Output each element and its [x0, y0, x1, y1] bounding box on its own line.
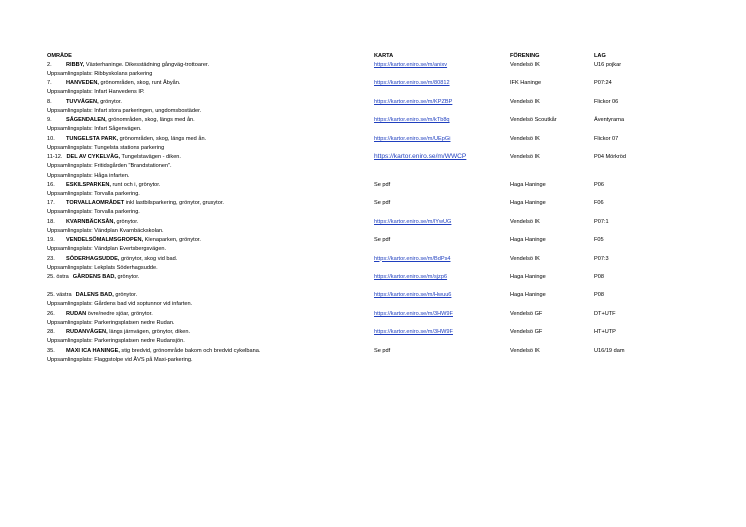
lag-cell: Äventyrarna [594, 117, 625, 124]
area-line [47, 98, 122, 106]
forening-cell: Vendelsö IK [510, 135, 540, 142]
area-line [47, 236, 201, 244]
area-number: 17. [47, 200, 55, 207]
forening-cell: Vendelsö IK [510, 255, 540, 262]
area-line [47, 328, 190, 336]
area-name: DEL AV CYKELVÄG, [66, 154, 121, 161]
meeting-point: Uppsamlingsplats: Torvalla parkering. [47, 190, 140, 197]
area-description: Tungelstavägen - diken. [120, 154, 181, 161]
table-row [0, 181, 746, 199]
map-text: Se pdf [374, 181, 391, 188]
area-description: stig bredvid, grönområde bakom och bredvid cykelbana. [119, 347, 261, 354]
map-text: Se pdf [374, 200, 391, 207]
area-name: SÖDERHAGSUDDE, [66, 255, 120, 262]
table-row [0, 328, 746, 346]
lag-cell: P07:3 [594, 255, 609, 262]
area-number: 28. [47, 329, 55, 336]
lag-cell: HT+UTP [594, 329, 616, 336]
table-row [0, 273, 746, 291]
area-line [47, 116, 195, 124]
area-name: RUDANVÄGEN, [66, 329, 108, 336]
header-karta: KARTA [374, 53, 394, 59]
meeting-point: Uppsamlingsplats: Gårdens bad vid soptunnor vid infarten. [47, 301, 193, 308]
table-row [0, 135, 746, 153]
lag-cell: P06 [594, 181, 604, 188]
map-link[interactable]: https://kartor.eniro.se/m/3HW9F [374, 329, 453, 336]
area-name: TORVALLAOMRÅDET [66, 200, 125, 207]
area-name: TUNGELSTA PARK, [66, 135, 119, 142]
table-row [0, 61, 746, 79]
area-description: grönområden, skog, längs med ån. [106, 117, 195, 124]
area-number: 16. [47, 181, 55, 188]
area-description: inkl lastbilsparkering, grönytor, grusytor. [124, 200, 224, 207]
header-lag: LAG [594, 53, 606, 59]
lag-cell: P08 [594, 292, 604, 299]
map-text: Se pdf [374, 347, 391, 354]
meeting-point: Uppsamlingsplats: Fritidsgården "Brandstationen". [47, 163, 172, 170]
lag-cell: P04 Mörkröd [594, 154, 627, 161]
area-number: 8. [47, 98, 52, 105]
forening-cell: Vendelsö IK [510, 218, 540, 225]
meeting-point: Uppsamlingsplats: Lekplats Söderhagsudde. [47, 264, 158, 271]
forening-cell: Vendelsö Scoutkår [510, 117, 557, 124]
area-line [47, 61, 209, 69]
area-line [47, 79, 180, 87]
area-line [47, 218, 138, 226]
area-line [47, 347, 260, 355]
forening-cell: Vendelsö IK [510, 154, 540, 161]
meeting-point: Uppsamlingsplats: Infart stora parkeringen, ungdomsbostäder. [47, 107, 202, 114]
lag-cell: Flickor 07 [594, 135, 619, 142]
lag-cell: F05 [594, 237, 604, 244]
header-area: OMRÅDE [47, 53, 72, 59]
area-number: 25. östra [47, 274, 69, 280]
area-line [47, 153, 181, 161]
map-link[interactable]: https://kartor.eniro.se/m/KPZBP [374, 98, 453, 105]
area-description: grönytor. [113, 292, 138, 299]
area-name: GÅRDENS BAD, [72, 274, 116, 280]
area-name: RIBBY, [66, 62, 85, 68]
area-description: grönytor. [115, 274, 140, 280]
area-description: grönområden, skog, längs med ån. [118, 135, 207, 142]
area-number: 7. [47, 80, 52, 87]
forening-cell: Haga Haninge [510, 274, 546, 280]
lag-cell: Flickor 06 [594, 98, 619, 105]
forening-cell: Haga Haninge [510, 237, 546, 244]
meeting-point: Uppsamlingsplats: Infart Sågenvägen. [47, 126, 142, 133]
area-name: HANVEDEN, [66, 80, 99, 87]
meeting-point: Uppsamlingsplats: Infart Hanvedens IP. [47, 89, 145, 96]
area-line [47, 255, 177, 263]
map-link[interactable]: https://kartor.eniro.se/m/sjzp6 [374, 274, 448, 280]
map-link[interactable]: https://kartor.eniro.se/m/WWCP [374, 153, 467, 161]
map-link[interactable]: https://kartor.eniro.se/m/anixv [374, 62, 448, 68]
map-link[interactable]: https://kartor.eniro.se/m/3HW9F [374, 310, 453, 317]
lag-cell: P07:1 [594, 218, 609, 225]
area-number: 2. [47, 62, 52, 68]
meeting-point: Uppsamlingsplats: Håga infarten. [47, 172, 130, 179]
area-name: RUDAN [66, 310, 87, 317]
lag-cell: P08 [594, 274, 604, 280]
area-number: 18. [47, 218, 55, 225]
forening-cell: Haga Haninge [510, 292, 546, 299]
area-description: grönytor, skog vid bad. [119, 255, 178, 262]
area-name: MAXI ICA HANINGE, [66, 347, 120, 354]
area-description: Västerhaninge. Dikesstädning gångväg-trottoarer. [84, 62, 210, 68]
table-row [0, 218, 746, 236]
forening-cell: Haga Haninge [510, 181, 546, 188]
area-name: SÅGENDALEN, [66, 117, 107, 124]
area-number: 25. västra [47, 292, 72, 299]
lag-cell: U16/19 dam [594, 347, 625, 354]
forening-cell: Vendelsö GF [510, 310, 543, 317]
area-description: Klenaparken, grönytor. [143, 237, 201, 244]
map-link[interactable]: https://kartor.eniro.se/m/Hwuu6 [374, 292, 452, 299]
map-link[interactable]: https://kartor.eniro.se/m/BdPs4 [374, 255, 451, 262]
table-row [0, 310, 746, 328]
meeting-point: Uppsamlingsplats: Ribbyskolans parkering [47, 71, 153, 77]
area-number: 19. [47, 237, 55, 244]
meeting-point: Uppsamlingsplats: Torvalla parkering. [47, 209, 140, 216]
meeting-point: Uppsamlingsplats: Flaggstolpe vid ÅVS på Maxi-parkering. [47, 356, 193, 363]
forening-cell: IFK Haninge [510, 80, 542, 87]
area-table [0, 61, 746, 365]
table-row [0, 347, 746, 365]
area-name: TUVVÄGEN, [66, 98, 99, 105]
area-line [47, 273, 139, 281]
map-link[interactable]: https://kartor.eniro.se/m/UEpGi [374, 135, 451, 142]
lag-cell: DT+UTF [594, 310, 616, 317]
area-description: grönområden, skog, runt Åbyån. [98, 80, 181, 87]
table-row [0, 153, 746, 171]
meeting-point: Uppsamlingsplats: Parkeringsplatsen nedre Rudan. [47, 319, 175, 326]
table-row [0, 255, 746, 273]
table-row [0, 98, 746, 116]
forening-cell: Vendelsö IK [510, 98, 540, 105]
area-number: 23. [47, 255, 55, 262]
header-forening: FÖRENING [510, 53, 540, 59]
map-link[interactable]: https://kartor.eniro.se/m/lYwUG [374, 218, 452, 225]
table-row [0, 199, 746, 217]
area-number: 35. [47, 347, 55, 354]
lag-cell: U16 pojkar [594, 62, 622, 68]
area-line [47, 199, 224, 207]
meeting-point: Uppsamlingsplats: Vändplan Kvarnbäckskolan. [47, 227, 164, 234]
area-line [47, 181, 160, 189]
table-row-continuation [0, 172, 746, 181]
lag-cell: F06 [594, 200, 604, 207]
forening-cell: Vendelsö IK [510, 347, 540, 354]
meeting-point: Uppsamlingsplats: Parkeringsplatsen nedre Rudansjön. [47, 338, 185, 345]
map-link[interactable]: https://kartor.eniro.se/m/kTb8q [374, 117, 450, 124]
table-row [0, 116, 746, 134]
area-line [47, 135, 206, 143]
forening-cell: Vendelsö IK [510, 62, 540, 68]
meeting-point: Uppsamlingsplats: Vändplan Evertsbergsvägen. [47, 246, 167, 253]
area-description: grönytor. [98, 98, 122, 105]
area-name: ESKILSPARKEN, [66, 181, 111, 188]
area-name: VENDELSÖMALMSGROPEN, [66, 237, 144, 244]
table-row [0, 236, 746, 254]
area-line [47, 310, 153, 318]
area-number: 10. [47, 135, 55, 142]
forening-cell: Haga Haninge [510, 200, 546, 207]
area-description: längs järnvägen, grönytor, diken. [107, 329, 191, 336]
area-description: övre/nedre sjöar, grönytor. [86, 310, 153, 317]
area-description: grönytor. [115, 218, 139, 225]
area-number: 9. [47, 117, 52, 124]
map-link[interactable]: https://kartor.eniro.se/m/80812 [374, 80, 450, 87]
forening-cell: Vendelsö GF [510, 329, 543, 336]
lag-cell: P07:24 [594, 80, 612, 87]
area-name: DALENS BAD, [75, 292, 114, 299]
table-row [0, 79, 746, 97]
area-name: KVARNBÄCKSÅN, [66, 218, 115, 225]
area-line [47, 291, 137, 299]
map-text: Se pdf [374, 237, 391, 244]
table-row [0, 291, 746, 309]
area-description: runt och i, grönytor. [110, 181, 161, 188]
area-number: 11-12. [47, 154, 63, 161]
area-number: 26. [47, 310, 55, 317]
meeting-point: Uppsamlingsplats: Tungelsta stations parkering [47, 144, 165, 151]
